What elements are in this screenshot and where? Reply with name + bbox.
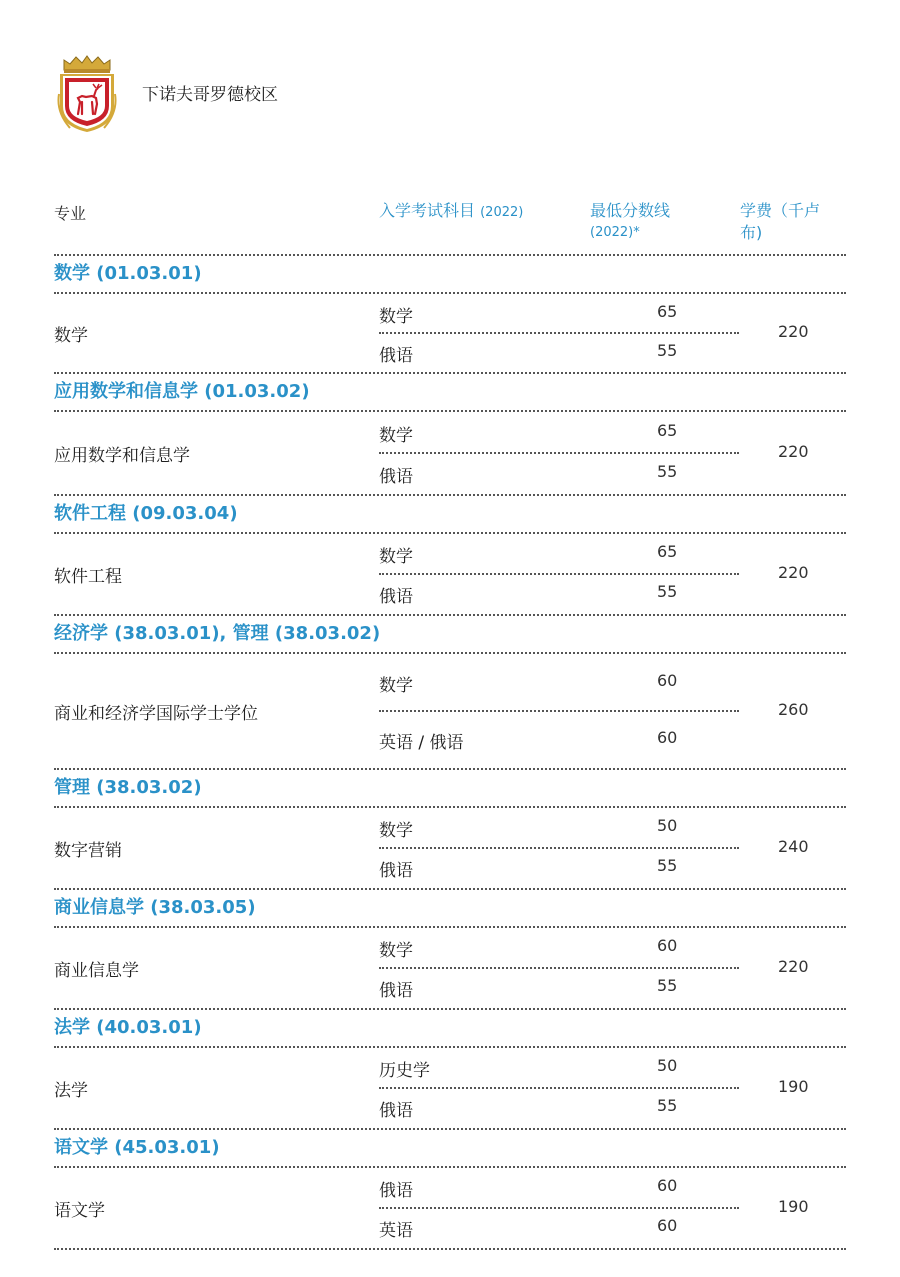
tuition-fee: 220 [778,957,809,976]
min-score: 55 [657,856,678,875]
table-row [54,1168,846,1248]
subject-divider [379,710,739,712]
subject-name: 历史学 [379,1061,430,1081]
subject-name: 英语 / 俄语 [379,732,464,753]
table-row [54,654,846,768]
tuition-fee: 260 [778,700,809,719]
min-score: 55 [657,340,678,360]
section-title: 应用数学和信息学 (01.03.02) [54,381,310,402]
min-score: 65 [657,542,678,561]
column-header-score-label: 最低分数线 [590,201,671,220]
major-name: 数字营销 [54,841,122,861]
section-title: 语文学 (45.03.01) [54,1137,220,1158]
column-header-major: 专业 [54,204,87,223]
min-score: 55 [657,582,678,601]
table-header [54,200,846,254]
major-name: 软件工程 [54,567,122,587]
column-header-subject-year: (2022) [480,205,524,220]
section-title: 经济学 (38.03.01), 管理 (38.03.02) [54,623,381,644]
min-score: 50 [657,1056,678,1075]
min-score: 60 [657,1176,678,1195]
subject-name: 数学 [379,941,413,961]
min-score: 55 [657,1096,678,1115]
table-row [54,294,846,372]
min-score: 50 [657,816,678,835]
section-title: 商业信息学 (38.03.05) [54,897,256,918]
subject-name: 俄语 [379,981,413,1001]
subject-divider [379,1207,739,1209]
subject-divider [379,1087,739,1089]
subject-name: 俄语 [379,1181,413,1201]
subject-name: 英语 [379,1221,413,1241]
major-name: 商业信息学 [54,961,139,981]
subject-divider [379,847,739,849]
subject-name: 俄语 [379,345,413,366]
tuition-fee: 240 [778,837,809,856]
subject-name: 俄语 [379,587,413,607]
min-score: 55 [657,976,678,995]
section-title: 法学 (40.03.01) [54,1017,202,1038]
subject-divider [379,452,739,454]
table-row [54,928,846,1008]
subject-divider [379,573,739,575]
column-header-score [590,200,710,244]
min-score: 65 [657,420,678,440]
column-header-subject-label: 入学考试科目 [379,201,476,220]
subject-name: 数学 [379,425,413,446]
min-score: 55 [657,461,678,481]
section-title: 管理 (38.03.02) [54,777,202,798]
table-body [54,256,846,1250]
section-title: 数学 (01.03.01) [54,263,202,284]
major-name: 应用数学和信息学 [54,446,190,466]
subject-name: 数学 [379,821,413,841]
table-row [54,412,846,494]
subject-name: 俄语 [379,466,413,487]
tuition-fee: 190 [778,1197,809,1216]
section-title: 软件工程 (09.03.04) [54,503,238,524]
campus-title: 下诺夫哥罗德校区 [142,85,278,105]
divider [54,1248,846,1250]
column-header-fee-line1: 学费（千卢 [740,201,821,220]
column-header-fee [740,200,850,244]
subject-divider [379,967,739,969]
subject-name: 俄语 [379,1101,413,1121]
subject-name: 数学 [379,675,413,696]
table-row [54,1048,846,1128]
min-score: 65 [657,301,678,321]
tuition-fee: 220 [778,563,809,582]
major-name: 法学 [54,1081,88,1101]
tuition-fee: 190 [778,1077,809,1096]
min-score: 60 [657,936,678,955]
min-score: 60 [657,1216,678,1235]
tuition-fee: 220 [778,322,809,341]
column-header-fee-line2: 布) [740,223,763,242]
major-name: 数学 [54,326,88,346]
table-row [54,808,846,888]
min-score: 60 [657,727,678,747]
major-name: 语文学 [54,1201,105,1221]
subject-name: 俄语 [379,861,413,881]
subject-name: 数学 [379,547,413,567]
subject-divider [379,332,739,334]
subject-name: 数学 [379,306,413,327]
admissions-table [54,200,846,1250]
table-row [54,534,846,614]
column-header-score-year: (2022)* [590,225,640,240]
column-header-subject [379,200,523,224]
coat-of-arms-icon [56,54,118,134]
min-score: 60 [657,670,678,690]
tuition-fee: 220 [778,442,809,461]
major-name: 商业和经济学国际学士学位 [54,704,258,724]
